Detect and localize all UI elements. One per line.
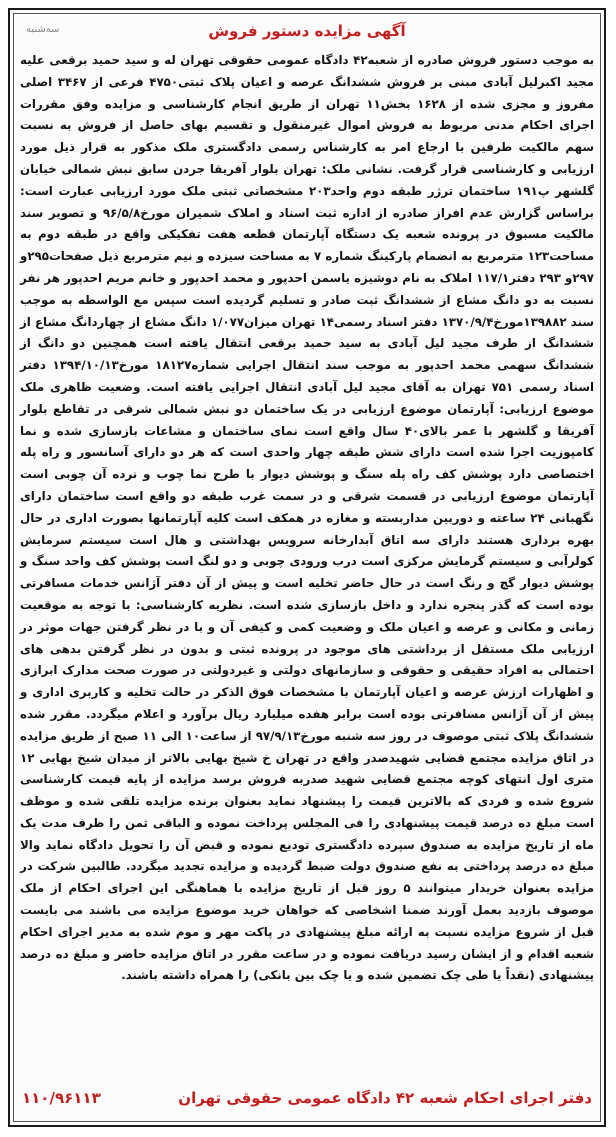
notice-paragraph: به موجب دستور فروش صادره از شعبه۴۲ دادگاه عمومی حقوقی تهران له و سید حمید برقعی علیه مجید اکبرلیل آبادی مبنی بر فروش ششدانگ عرصه و اعیان پلاک ثبتی۴۷۵۰ فرعی از ۳۴۶۷ اصلی مفروز و مجزی شده از ۱۶۲۸ بخش۱۱ تهران از طریق انجام کارشناسی و مزایده وفق مقررات اجرای احکام مدنی مربوط به فروش اموال غیرمنقول و تقسیم بهای حاصل از فروش به نسبت سهم مالکیت طرفین با ارجاع امر به کارشناس رسمی دادگستری ملک مذکور به قرار ذیل مورد ارزیابی و کارشناسی قرار گرفت. نشانی ملک: تهران بلوار آفریقا جردن سابق نبش شمالی خیابان گلشهر پ۱۹۱ ساختمان ترژر طبقه دوم واحد۲۰۳ مشخصاتی ثبتی ملک مورد ارزیابی عبارت است: براساس گزارش عدم افراز صادره از اداره ثبت اسناد و املاک شمیران مورخ۹۶/۵/۸ و تصویر سند مالکیت مسبوق در پرونده شعبه یک دستگاه آپارتمان قطعه هفت تفکیکی واقع در طبقه دوم به مساحت۱۲۳ مترمربع به انضمام پارکینگ شماره ۷ به مساحت سیزده و نیم مترمربع ذیل صفحات۲۹۵و ۲۹۷و ۲۹۳ دفتر۱۱۷/۱ املاک به نام دوشیزه یاسمن احدپور و محمد احدپور و خانم مریم احدپور هر نفر نسبت به دو دانگ مشاع از ششدانگ ثبت صادر و تسلیم گردیده است سپس مع الواسطه به موجب سند ۱۳۹۸۸۲مورخ۱۳۷۰/۹/۴ دفتر اسناد رسمی۱۴ تهران میزان۱/۰۷۷ دانگ مشاع از چهاردانگ مشاع از ششدانگ از طرف مجید لیل آبادی به سید حمید برقعی انتقال یافته است همچنین دو دانگ از ششدانگ سهمی محمد احدپور به موجب سند انتقال اجرایی شماره۱۸۱۲۷ مورخ۱۳۹۴/۱۰/۱۳ دفتر اسناد رسمی ۷۵۱ تهران به آقای مجید لیل آبادی انتقال اجرایی یافته است. وضعیت ظاهری ملک موضوع ارزیابی: آپارتمان موضوع ارزیابی در یک ساختمان دو نبش شمالی شرقی در تقاطع بلوار آفریقا و گلشهر با عمر بالای۴۰ سال واقع است نمای ساختمان و مشاعات بازسازی شده و نما کامپوزیت اجرا شده است دارای شش طبقه چهار واحدی است که هر دو دارای آسانسور و راه پله اختصاصی دارد پوشش کف راه پله سنگ و پوشش دیوار با طرح نما چوب و نرده آن چوبی است آپارتمان موضوع ارزیابی در قسمت شرقی و در سمت غرب طبقه دو واقع است ساختمان دارای نگهبانی ۲۴ ساعته و دوربین مداربسته و مغازه در همکف است کلیه آپارتمانها بصورت اداری در حال بهره برداری هستند دارای سه اتاق آبدارخانه سرویس بهداشتی و هال است سیستم سرمایش کولرآبی و سیستم گرمایش مرکزی است درب ورودی چوبی و دو لنگ است پوشش کف واحد سنگ و پوشش دیوار گچ و رنگ است در حال حاضر تخلیه است و پیش از آن دفتر آژانس خدمات مسافرتی بوده است که گذر پنجره ندارد و داخل بازسازی شده است. نظریه کارشناسی: با توجه به موقعیت زمانی و مکانی و عرصه و اعیان ملک و وضعیت کمی و کیفی آن و با در نظر گرفتن جهات موثر در ارزیابی ملک مستقل از برداشتی های موجود در پرونده ثبتی و بدون در نظر گرفتن بدهی های احتمالی به افراد حقیقی و حقوقی و سازمانهای دولتی و غیردولتی در صورت صحت مدارک ابرازی و اظهارات ارزش عرصه و اعیان آپارتمان با مشخصات فوق الذکر در حالت تخلیه و کاربری اداری و پیش از آن آژانس مسافرتی بوده است برابر هفده میلیارد ریال برآورد و اعلام میگردد. مقرر شده ششدانگ پلاک ثبتی موصوف در روز سه شنبه مورخ۹۷/۹/۱۳ از ساعت۱۰ الی ۱۱ صبح از طریق مزایده در اتاق مزایده مجتمع قضایی شهیدصدر واقع در تهران خ شیخ بهایی بالاتر از میدان شیخ بهایی ۱۲ متری اول انتهای کوچه مجتمع قضایی شهید صدربه فروش برسد مزایده از پایه قیمت کارشناسی شروع شده و فردی که بالاترین قیمت را پیشنهاد نماید بعنوان برنده مزایده تلقی شده و موظف است مبلغ ده درصد قیمت پیشنهادی را فی المجلس پرداخت نموده و الباقی ثمن را ظرف مدت یک ماه از تاریخ مزایده به صندوق سپرده دادگستری تودیع نموده و قبض آن را تحویل دادگاه نماید والا مبلغ ده درصد پرداختی به نفع صندوق دولت ضبط گردیده و مزایده تجدید میگردد. طالبین شرکت در مزایده بعنوان خریدار میتوانند ۵ روز قبل از تاریخ مزایده با هماهنگی این اجرای احکام از ملک موصوف بازدید بعمل آورند ضمنا اشخاصی که خواهان خرید موضوع مزایده می باشند می بایست قبل از شروع مزایده نسبت به ارائه مبلغ پیشنهادی در پاکت مهر و موم شده به مدیر اجرای احکام شعبه اقدام و از ایشان رسید دریافت نموده و در ساعت مقرر در اتاق مزایده حاضر و مبلغ ده درصد پیشنهادی (نقداً یا طی چک تضمین شده و یا چک بین بانکی) را همراه داشته باشند.: [20, 53, 595, 983]
corner-mark: سه‌شنبه: [26, 24, 60, 35]
reference-code: ۱۱۰/۹۶۱۱۳: [22, 1089, 101, 1107]
notice-footer: [22, 1089, 592, 1111]
issuer-signature: دفتر اجرای احکام شعبه ۴۲ دادگاه عمومی حقوقی تهران: [178, 1089, 592, 1107]
notice-title: آگهی مزایده دستور فروش: [208, 22, 406, 40]
notice-body: [20, 50, 594, 987]
auction-notice: [8, 8, 606, 1127]
